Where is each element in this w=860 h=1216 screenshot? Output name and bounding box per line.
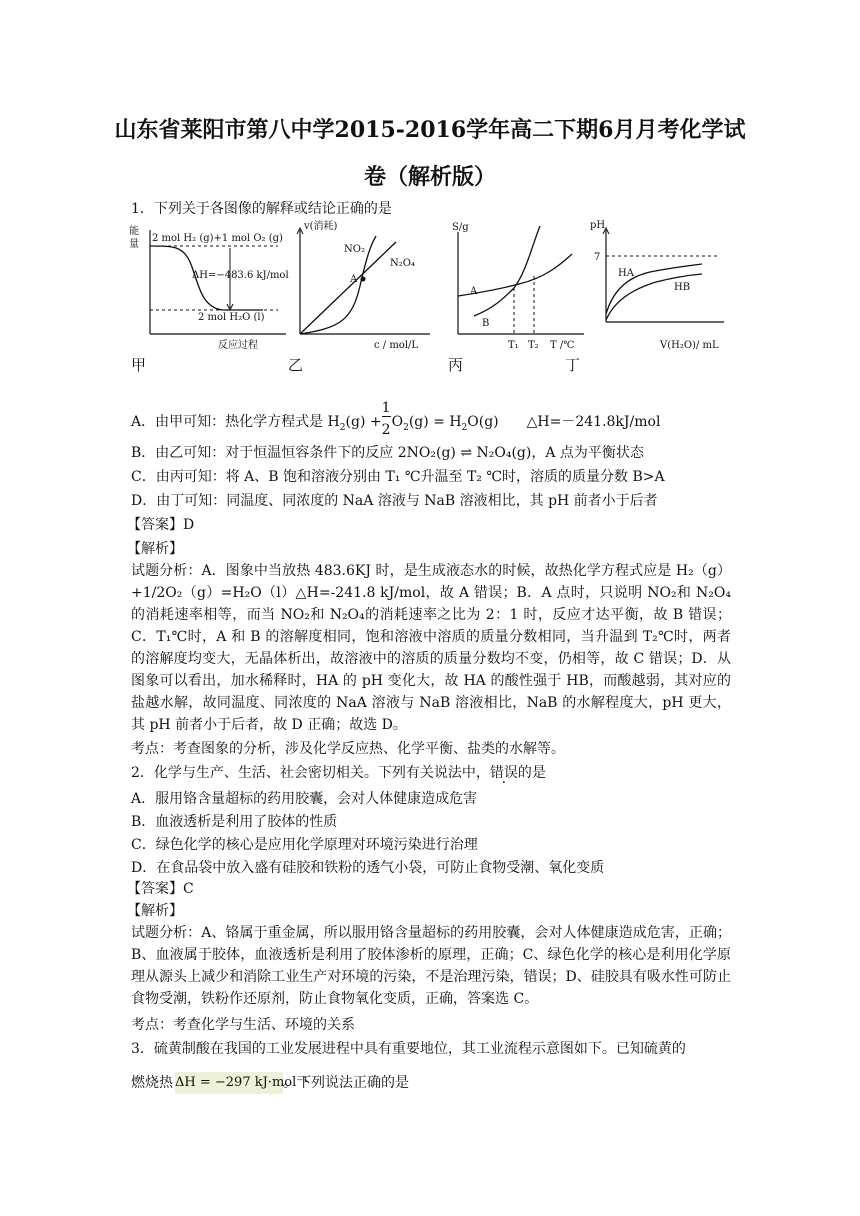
- q3-stem-2: 燃烧热 ΔH = −297 kJ·mol⁻¹。下列说法正确的是: [131, 1072, 741, 1094]
- fig-yi-ylabel: v(消耗): [304, 221, 338, 232]
- fig-jia-ylabel-1: 能: [129, 226, 139, 237]
- q2-option-b: B．血液透析是利用了胶体的性质: [131, 814, 338, 830]
- q2-answer: 【答案】C: [127, 881, 194, 897]
- q1-kaodian: 考点：考查图象的分析，涉及化学反应热、化学平衡、盐类的水解等。: [131, 741, 565, 757]
- figure-yi: [290, 216, 440, 352]
- enthalpy-formula-image: ΔH = −297 kJ·mol⁻¹: [175, 1072, 283, 1094]
- title-line-1: 山东省莱阳市第八中学2015-2016学年高二下期6月月考化学试: [114, 117, 746, 143]
- fig-ding-series-ha: HA: [618, 268, 634, 279]
- fig-jia-top-label: 2 mol H₂ (g)+1 mol O₂ (g): [152, 233, 283, 244]
- q1-option-d: D．由丁可知：同温度、同浓度的 NaA 溶液与 NaB 溶液相比，其 pH 前者小于后者: [131, 493, 658, 509]
- fig-bing-series-a: A: [470, 286, 478, 297]
- q1-option-b: B．由乙可知：对于恒温恒容条件下的反应 2NO₂(g) ⇌ N₂O₄(g)，A 点为平衡状态: [131, 445, 644, 461]
- q2-stem: 2．化学与生产、生活、社会密切相关。下列有关说法中，错误的是: [131, 765, 546, 781]
- figure-jia: [128, 222, 290, 352]
- q3-stem: 3．硫黄制酸在我国的工业发展进程中具有重要地位，其工业流程示意图如下。已知硫黄的: [131, 1041, 686, 1057]
- q2-option-a: A．服用铬含量超标的药用胶囊，会对人体健康造成危害: [131, 791, 478, 807]
- fig-jia-xlabel: 反应过程: [218, 340, 258, 351]
- fig-bing-xlabel: T /℃: [550, 340, 575, 351]
- figure-bing: [454, 216, 590, 352]
- fig-ding-xlabel: V(H₂O)/ mL: [660, 340, 719, 351]
- figure-ding: [590, 216, 730, 352]
- q1-analysis-head: 【解析】: [127, 541, 183, 557]
- fig-bing-series-b: B: [482, 318, 490, 329]
- fig-ding-ylabel: pH: [590, 220, 606, 231]
- q2-option-c: C．绿色化学的核心是应用化学原理对环境污染进行治理: [131, 837, 478, 853]
- fig-name-jia: 甲: [131, 356, 147, 374]
- q2-analysis-head: 【解析】: [127, 903, 183, 919]
- title-line-2: 卷（解析版）: [363, 164, 496, 190]
- fig-yi-series-1: NO₂: [344, 244, 365, 255]
- q1-option-a: A．由甲可知：热化学方程式是 $H_2(g)$ + 1 2 $O_2(g) = H_2O(g)$ △H=－241.8kJ/mol: [131, 400, 661, 438]
- fig-yi-series-2: N₂O₄: [390, 258, 415, 269]
- q1-analysis: 试题分析：A．图象中当放热 483.6KJ 时，是生成液态水的时候，故热化学方程式应是 H₂（g）+1/2O₂（g）=H₂O（l）△H=-241.8 kJ/mol，故 A 错误；B．A 点时，只说明 NO₂和 N₂O₄的消耗速率相等，而当 NO₂和 N₂O₄的消耗速率之比为 2：1 时，反应才达平衡，故 B 错误；C．T₁℃时，A 和 B 的溶解度相同，饱和溶液中溶质的质量分数相同，当升温到 T₂℃时，两者的溶解度均变大，无晶体析出，故溶液中的溶质的质量分数均不变，仍相等，故 C 错误；D．从图象可以看出，加水稀释时，HA 的 pH 变化大，故 HA 的酸性强于 HB，而酸越弱，其对应的盐越水解，故同温度、同浓度的 NaA 溶液与 NaB 溶液相比，NaB 的水解程度大，pH 更大，其 pH 前者小于后者，故 D 正确；故选 D。: [131, 563, 731, 733]
- fig-name-bing: 丙: [448, 356, 464, 374]
- fig-bing-ylabel: S/g: [452, 222, 469, 233]
- q2-analysis: 试题分析：A、铬属于重金属，所以服用铬含量超标的药用胶囊，会对人体健康造成危害，正确；B、血液属于胶体，血液透析是利用了胶体渗析的原理，正确；C、绿色化学的核心是利用化学原理从源头上减少和消除工业生产对环境的污染，不是治理污染，错误；D、硅胶具有吸水性可防止食物受潮，铁粉作还原剂，防止食物氧化变质，正确，答案选 C。: [131, 925, 731, 1007]
- q1-answer: 【答案】D: [127, 517, 195, 533]
- fig-ding-tick: 7: [594, 252, 601, 263]
- fig-name-ding: 丁: [565, 356, 581, 374]
- fig-bing-t2: T₂: [528, 340, 539, 351]
- fig-ding-series-hb: HB: [674, 282, 691, 293]
- fig-jia-ylabel-2: 量: [129, 239, 139, 250]
- fig-jia-dh-label: ΔH=−483.6 kJ/mol: [192, 270, 289, 281]
- q2-option-d: D．在食品袋中放入盛有硅胶和铁粉的透气小袋，可防止食物受潮、氧化变质: [131, 860, 605, 876]
- q2-kaodian: 考点：考查化学与生活、环境的关系: [131, 1017, 355, 1033]
- q2-emphasis: 错误: [489, 765, 518, 781]
- q1-stem: 1．下列关于各图像的解释或结论正确的是: [131, 201, 392, 217]
- fig-jia-bottom-label: 2 mol H₂O (l): [198, 312, 265, 323]
- fraction-numerator: 1: [381, 400, 391, 416]
- fraction-denominator: 2: [381, 422, 391, 438]
- fig-yi-xlabel: c / mol/L: [374, 340, 419, 351]
- fig-yi-point: A: [350, 274, 358, 285]
- fig-bing-t1: T₁: [508, 340, 519, 351]
- q1-option-c: C．由丙可知：将 A、B 饱和溶液分别由 T₁ ℃升温至 T₂ ℃时，溶质的质量分数 B>A: [131, 469, 665, 485]
- fig-name-yi: 乙: [288, 356, 304, 374]
